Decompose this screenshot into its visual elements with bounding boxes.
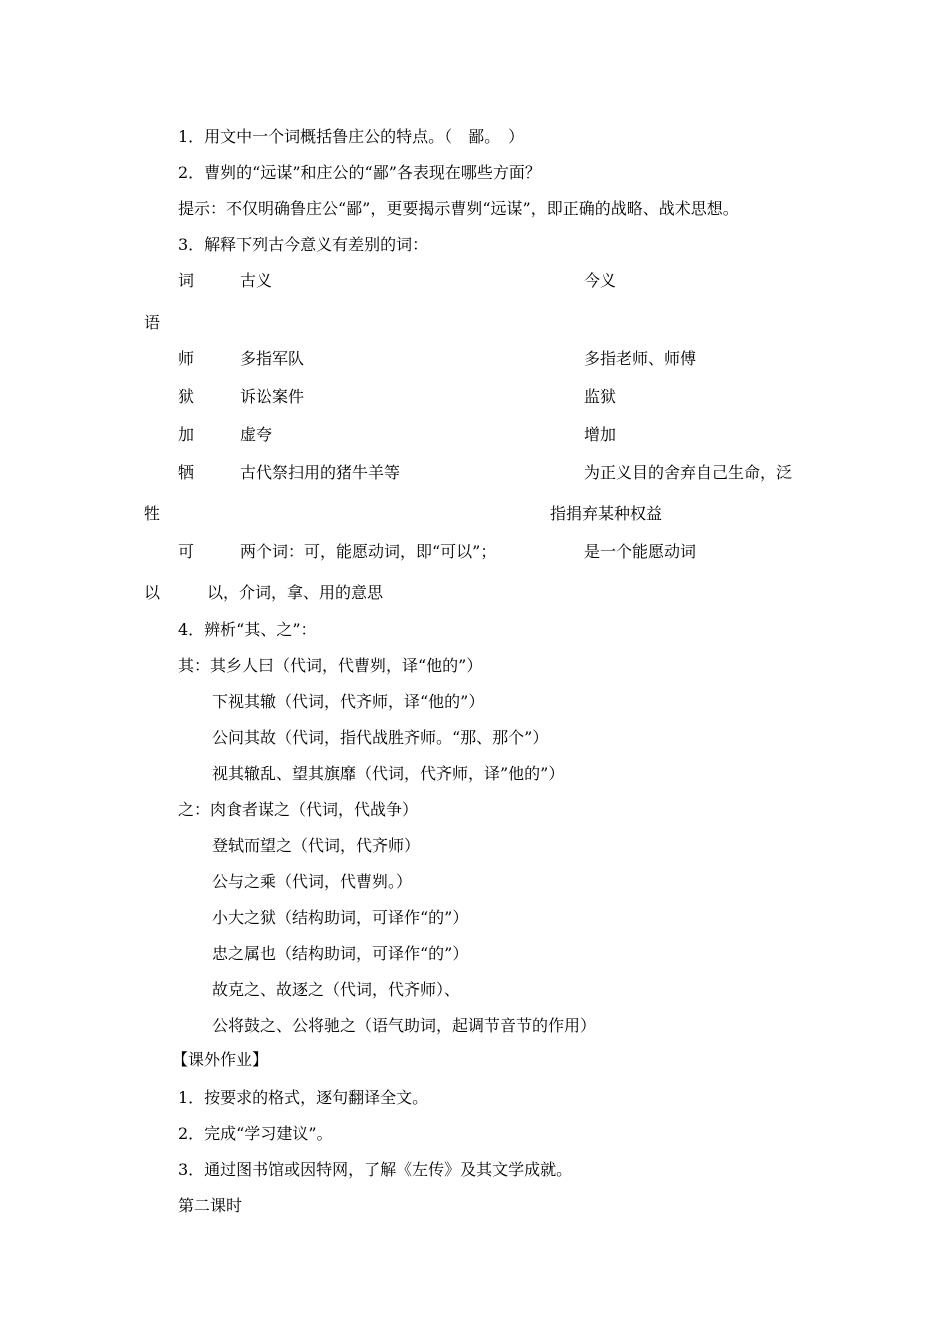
table-header-modern: 今义 — [584, 271, 617, 290]
qi-example: 其：其乡人曰（代词，代曹刿，译“他的”） — [178, 656, 483, 675]
row-word: 狱 — [178, 387, 195, 406]
lesson-2-heading: 第二课时 — [178, 1196, 243, 1215]
question-2: 2．曹刿的“远谋”和庄公的“鄙”各表现在哪些方面？ — [178, 163, 541, 182]
row-ancient: 古代祭扫用的猪牛羊等 — [240, 463, 401, 482]
question-3: 3．解释下列古今意义有差别的词： — [178, 235, 429, 254]
row-ancient: 多指军队 — [240, 349, 305, 368]
question-1: 1．用文中一个词概括鲁庄公的特点。（ 鄙。 ） — [178, 127, 525, 146]
row-modern: 增加 — [584, 425, 617, 444]
row-word: 可 — [178, 542, 195, 561]
row-modern: 为正义目的舍弃自己生命，泛 — [584, 463, 793, 482]
homework-item: 2．完成“学习建议”。 — [178, 1124, 333, 1143]
zhi-example: 忠之属也（结构助词，可译作“的”） — [212, 944, 469, 963]
zhi-example: 登轼而望之（代词，代齐师） — [212, 836, 421, 855]
row-word-cont: 以 — [144, 583, 161, 602]
row-ancient: 诉讼案件 — [240, 387, 305, 406]
row-modern: 监狱 — [584, 387, 617, 406]
row-modern: 多指老师、师傅 — [584, 349, 697, 368]
row-word: 师 — [178, 349, 195, 368]
qi-example: 公问其故（代词，指代战胜齐师。“那、那个”） — [212, 728, 549, 747]
qi-example: 下视其辙（代词，代齐师，译“他的”） — [212, 692, 485, 711]
hint-text: 提示：不仅明确鲁庄公“鄙”，更要揭示曹刿“远谋”，即正确的战略、战术思想。 — [178, 199, 739, 218]
row-ancient: 虚夸 — [240, 425, 273, 444]
row-word: 牺 — [178, 463, 195, 482]
zhi-example: 故克之、故逐之（代词，代齐师）、 — [212, 980, 461, 999]
zhi-example: 公与之乘（代词，代曹刿。） — [212, 872, 413, 891]
homework-title: 【课外作业】 — [172, 1050, 269, 1069]
table-header-word: 词 — [178, 271, 195, 290]
qi-example: 视其辙乱、望其旗靡（代词，代齐师，译”他的”） — [212, 764, 565, 783]
table-header-word-cont: 语 — [144, 313, 161, 332]
row-modern-cont: 指捐弃某种权益 — [550, 504, 663, 523]
row-ancient: 两个词：可，能愿动词，即“可以”； — [240, 542, 497, 561]
table-header-ancient: 古义 — [240, 271, 273, 290]
question-4: 4．辨析“其、之”： — [178, 620, 317, 639]
zhi-example: 之：肉食者谋之（代词，代战争） — [178, 800, 419, 819]
homework-item: 3．通过图书馆或因特网，了解《左传》及其文学成就。 — [178, 1160, 573, 1179]
row-ancient-cont: 以，介词，拿、用的意思 — [207, 583, 384, 602]
zhi-example: 公将鼓之、公将驰之（语气助词，起调节音节的作用） — [212, 1016, 597, 1035]
row-word: 加 — [178, 425, 195, 444]
row-modern: 是一个能愿动词 — [584, 542, 697, 561]
row-word-cont: 牲 — [144, 504, 161, 523]
homework-item: 1．按要求的格式，逐句翻译全文。 — [178, 1088, 429, 1107]
zhi-example: 小大之狱（结构助词，可译作“的”） — [212, 908, 469, 927]
